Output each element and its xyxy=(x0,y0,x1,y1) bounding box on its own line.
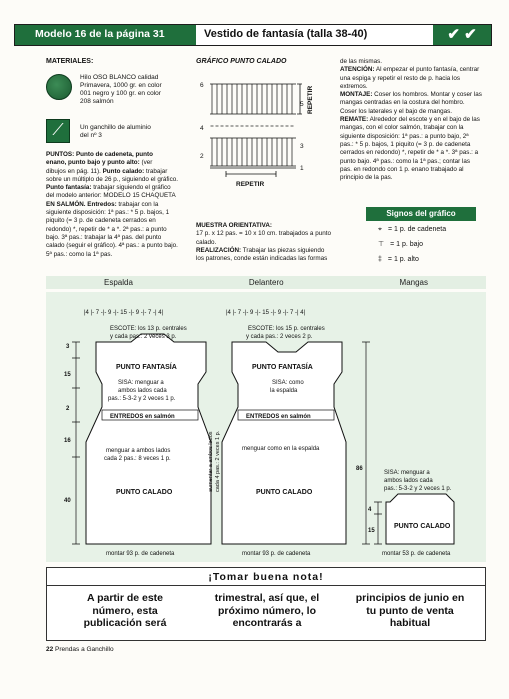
svg-text:2: 2 xyxy=(66,406,70,412)
chart-row-number: 2 xyxy=(200,153,204,160)
note-column-1: A partir de este número, esta publicación será xyxy=(83,592,167,630)
chart-row-number: 3 xyxy=(300,143,304,150)
delantero-width-scale: |4 |- 7 -|- 9 -|- 15 -|- 9 -|- 7 -| 4| xyxy=(226,310,306,316)
chart-row-number: 4 xyxy=(200,125,204,132)
mangas-montar-label: montar 53 p. de cadeneta xyxy=(382,551,451,557)
svg-text:la espalda: la espalda xyxy=(270,388,298,394)
page-title: Vestido de fantasía (talla 38-40) xyxy=(204,28,368,41)
mangas-label: Mangas xyxy=(399,277,428,287)
single-crochet-icon: ⊤ xyxy=(378,240,385,248)
svg-text:16: 16 xyxy=(64,438,71,444)
mangas-calado-label: PUNTO CALADO xyxy=(394,523,451,530)
difficulty-checks: ✔ ✔ xyxy=(433,25,491,45)
svg-text:ambos lados cada: ambos lados cada xyxy=(118,388,167,394)
svg-text:15: 15 xyxy=(368,528,375,534)
page-footer xyxy=(46,646,114,654)
svg-text:SISA: menguar a: SISA: menguar a xyxy=(384,470,430,476)
magazine-name: Prendas a Ganchillo xyxy=(55,646,114,653)
svg-text:ambos lados cada: ambos lados cada xyxy=(384,478,433,484)
stitch-chart xyxy=(196,68,326,216)
delantero-montar-label: montar 93 p. de cadeneta xyxy=(242,551,311,557)
legend-title: Signos del gráfico xyxy=(366,207,476,221)
svg-text:4: 4 xyxy=(368,507,372,513)
chart-title: GRÁFICO PUNTO CALADO xyxy=(196,58,287,65)
chart-repeat-horizontal: REPETIR xyxy=(236,181,265,188)
sample-section: MUESTRA ORIENTATIVA: 17 p. x 12 pas. = 10 x 10 cm. trabajados a punto calado. REALIZACIÓN: Trabajar las piezas siguiendo los patrones, conde están indicadas las formas xyxy=(196,222,331,263)
svg-text:y cada pas.: 2 veces 3 p.: y cada pas.: 2 veces 3 p. xyxy=(110,334,177,340)
svg-text:ESCOTE: los 15 p. centrales: ESCOTE: los 15 p. centrales xyxy=(248,326,325,332)
note-box xyxy=(46,567,486,641)
yarn-description: Hilo OSO BLANCO calidad Primavera, 1000 gr. en color 001 negro y 100 gr. en color 208 salmón xyxy=(80,74,162,106)
svg-text:pas.: 5-3-2 y 2 veces 1 p.: pas.: 5-3-2 y 2 veces 1 p. xyxy=(108,396,176,402)
espalda-label: Espalda xyxy=(103,277,133,287)
svg-text:40: 40 xyxy=(64,498,71,504)
note-title: ¡Tomar buena nota! xyxy=(47,568,485,586)
legend-list: ⌖ = 1 p. de cadeneta ⊤ = 1 p. bajo ‡ = 1 p. alto xyxy=(378,226,447,263)
svg-text:cada 2 pas.: 8 veces 1 p.: cada 2 pas.: 8 veces 1 p. xyxy=(104,456,171,462)
delantero-calado-label: PUNTO CALADO xyxy=(256,489,313,496)
chart-row-number: 5 xyxy=(300,101,304,108)
note-column-2: trimestral, así que, el próximo número, lo encontrarás a xyxy=(214,592,320,630)
svg-text:y cada pas.: 2 veces 2 p.: y cada pas.: 2 veces 2 p. xyxy=(246,334,313,340)
pattern-schematics xyxy=(46,292,486,562)
chart-row-number: 1 xyxy=(300,165,304,172)
svg-text:ESCOTE: los 13 p. centrales: ESCOTE: los 13 p. centrales xyxy=(110,326,187,332)
page-number: 22 xyxy=(46,646,54,653)
svg-text:15: 15 xyxy=(64,372,71,378)
note-column-3: principios de junio en tu punto de venta habitual xyxy=(355,592,465,630)
double-crochet-icon: ‡ xyxy=(378,255,382,263)
chain-stitch-icon: ⌖ xyxy=(378,226,382,233)
espalda-fantasia-label: PUNTO FANTASÍA xyxy=(116,364,177,371)
svg-text:86: 86 xyxy=(356,466,363,472)
svg-text:menguar como en la espalda: menguar como en la espalda xyxy=(242,446,320,452)
svg-text:3: 3 xyxy=(66,344,70,350)
model-reference: Modelo 16 de la página 31 xyxy=(15,25,196,45)
chart-row-number: 6 xyxy=(200,82,204,89)
svg-text:pas.: 5-3-2 y 2 veces 1 p.: pas.: 5-3-2 y 2 veces 1 p. xyxy=(384,486,452,492)
svg-text:SISA: menguar a: SISA: menguar a xyxy=(118,380,164,386)
hook-description: Un ganchillo de aluminio del nº 3 xyxy=(80,124,151,140)
delantero-label: Delantero xyxy=(248,277,284,287)
materials-heading: MATERIALES: xyxy=(46,58,94,65)
espalda-width-scale: |4 |- 7 -|- 9 -|- 15 -|- 9 -|- 7 -| 4| xyxy=(84,310,164,316)
delantero-fantasia-label: PUNTO FANTASÍA xyxy=(252,364,313,371)
svg-text:SISA: como: SISA: como xyxy=(272,380,304,386)
pieces-labels-bar xyxy=(46,276,486,289)
svg-text:cada 4 pas.: 2 veces 1 p.: cada 4 pas.: 2 veces 1 p. xyxy=(215,430,221,492)
espalda-calado-label: PUNTO CALADO xyxy=(116,489,173,496)
espalda-entredos-label: ENTREDOS en salmón xyxy=(110,414,175,420)
page-header xyxy=(14,24,492,46)
yarn-ball-icon xyxy=(46,74,72,100)
stitches-description: PUNTOS: Punto de cadeneta, punto enano, punto bajo y punto alto: (ver dibujos en pág. 11). Punto calado: trabajar sobre un múltiplo de 26 p., siguiendo el gráfico. Punto fantasía: trabajar siguiendo el gráfico del modelo anterior: MODELO 15 CHAQUETA EN SALMÓN. Entredos: trabajar con la siguiente disposición: 1ª pas.: * 5 p. bajos, 1 piquito (= 3 p. de cadeneta cerrados en redondo) *, repetir de * a *. 2ª pas.: a punto bajo. 3ª pas.: trabajar la 4ª pas. del punto calado (seguir el gráfico). 4ª pas.: a punto bajo. 5ª pas.: como la 1ª pas. xyxy=(46,151,178,258)
chart-repeat-vertical: REPETIR xyxy=(307,85,314,114)
espalda-montar-label: montar 93 p. de cadeneta xyxy=(106,551,175,557)
instructions: de las mismas. ATENCIÓN: Al empezar el punto fantasía, centrar una espiga y repetir el resto de p. hacia los extremos. MONTAJE: Coser los hombros. Montar y coser las mangas centradas en la costura del hombro. Coser los laterales y el bajo de mangas. REMATE: Alrededor del escote y en el bajo de las mangas, con el color salmón, trabajar con la siguiente disposición: 1ª pas.: a punto bajo, 2ª pas.: * 5 p. bajos, 1 piquito (= 3 p. de cadeneta cerrados en redondo) *, repetir de * a *. 3ª pas.: a punto bajo. 4ª pas.: como la 1ª pas.; contar las pas. en redondo con 1 p. enano trabajado al principio de la pas. xyxy=(340,58,482,182)
svg-text:menguar a ambos lados: menguar a ambos lados xyxy=(106,448,171,454)
svg-text:aumentar a ambos lados: aumentar a ambos lados xyxy=(208,431,214,492)
delantero-entredos-label: ENTREDOS en salmón xyxy=(246,414,311,420)
crochet-hook-icon: ⟋ xyxy=(46,119,70,143)
